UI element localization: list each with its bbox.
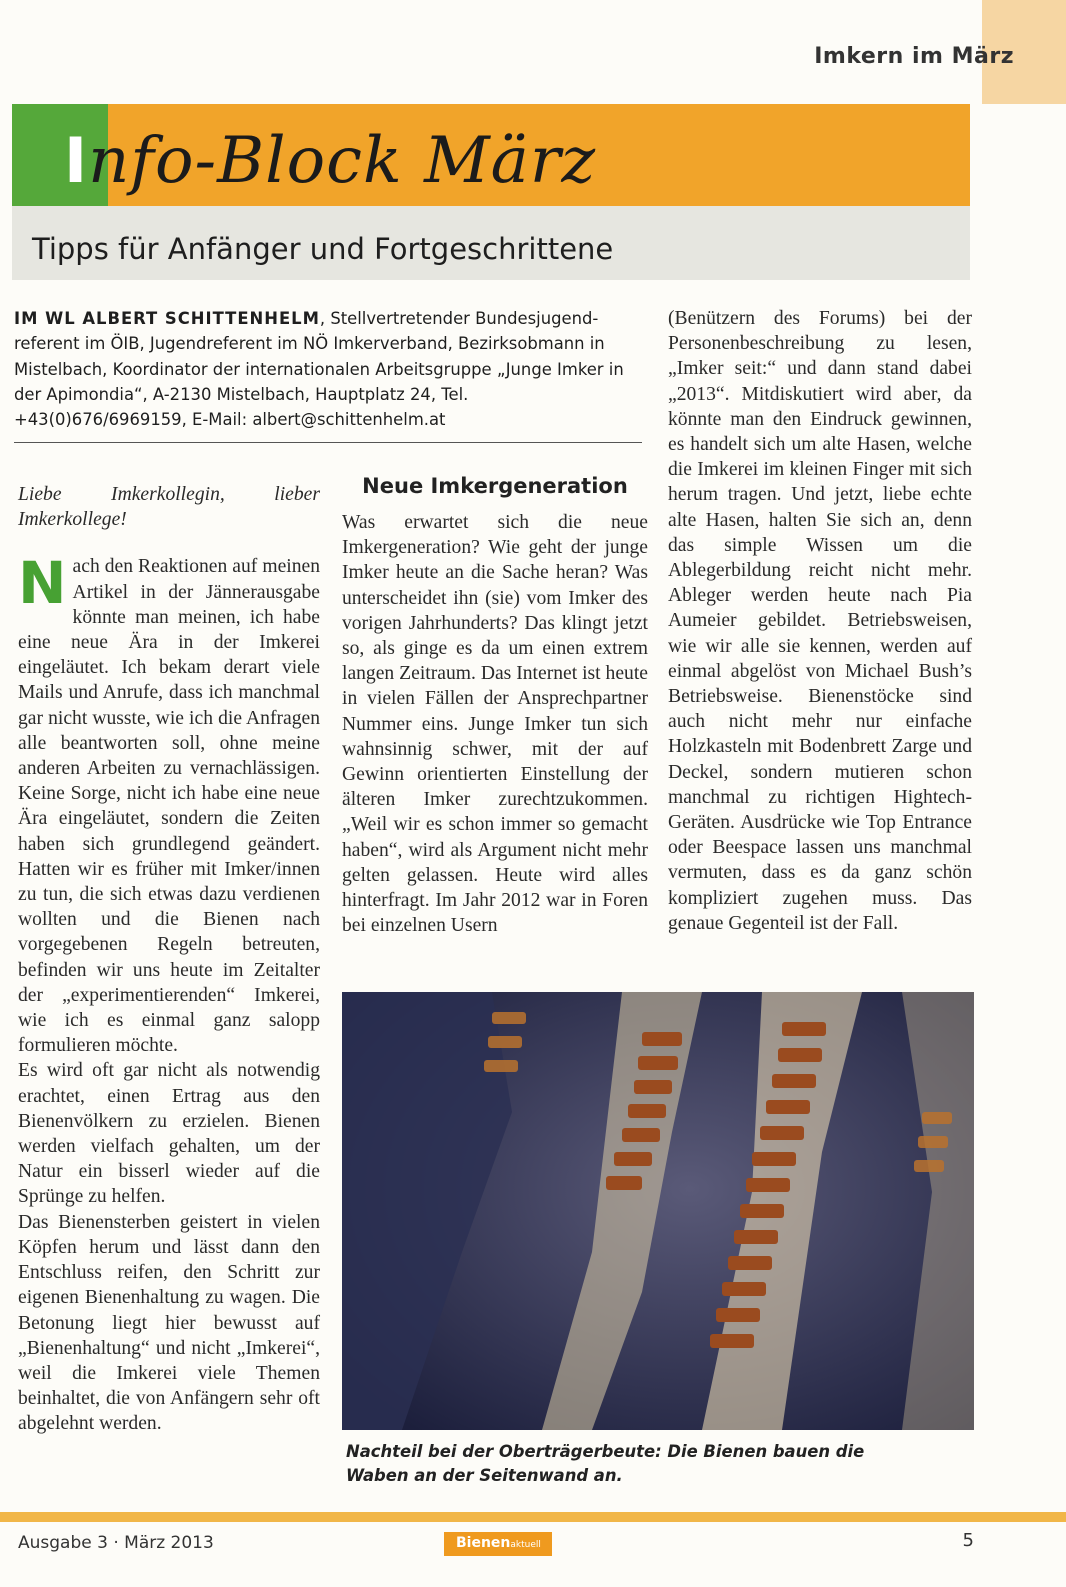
paragraph: Es wird oft gar nicht als notwendig erachtet, einen Ertrag aus den Bienenvölkern zu erzielen. Bienen werden vielfach gehalten, um der Natur ein bisserl wieder auf die Sprünge zu helfen. <box>18 1060 320 1208</box>
paragraph: Das Bienensterben geistert in vielen Köpfen herum und lässt dann den Entschluss reifen, den Schritt zur eigenen Bienenhaltung zu wagen. Die Betonung liegt hier bewusst auf „Bienenhaltung“ und nicht „Imkerei“, weil die Imkerei viele Themen beinhaltet, die von Anfängern sehr oft abgelehnt werden. <box>18 1211 320 1435</box>
divider <box>14 442 642 443</box>
column-2 <box>342 510 648 938</box>
honeycomb-illustration <box>342 992 974 1430</box>
section-header <box>0 0 1066 104</box>
banner-subtitle: Tipps für Anfänger und Fortgeschrittene <box>32 232 614 266</box>
paragraph: (Benützern des Forums) bei der Personenbeschreibung zu lesen, „Imker seit:“ und dann stand dabei „2013“. Mitdiskutiert wird aber, da könnte man den Eindruck gewinnen, es handelt sich um alte Hasen, welche die Imkerei im kleinen Finger mit sich herum tragen. Und jetzt, liebe echte alte Hasen, halten Sie sich an, denn das simple Wissen um die Ablegerbildung reicht nicht mehr. Ableger werden heute nach Pia Aumeier gebildet. Betriebsweisen, wie wir alle sie kennen, werden auf einmal abgelöst von Michael Bush’s Betriebsweise. Bienenstöcke sind auch nicht mehr nur einfache Holzkasteln mit Bodenbrett Zarge und Deckel, sondern mutieren schon manchmal zu richtigen Hightech-Geräten. Ausdrücke wie Top Entrance oder Beespace lassen uns manchmal vermuten, dass es da ganz schön kompliziert zugehen muss. Das genaue Gegenteil ist der Fall. <box>668 308 972 934</box>
banner-title-rest: nfo-Block März <box>88 124 597 198</box>
honeycomb-photo <box>342 992 974 1430</box>
paragraph <box>18 549 320 1058</box>
drop-cap: N <box>18 549 67 618</box>
issue-info: Ausgabe 3 · März 2013 <box>18 1533 214 1553</box>
section-label: Imkern im März <box>814 44 1014 69</box>
banner-title <box>64 124 596 198</box>
page-number: 5 <box>962 1530 974 1551</box>
author-name: IM WL ALBERT SCHITTENHELM <box>14 309 320 328</box>
logo-main: Bienen <box>456 1535 511 1551</box>
footer-bar <box>0 1512 1066 1522</box>
title-banner <box>12 104 970 206</box>
logo-small: aktuell <box>510 1540 541 1550</box>
photo-caption: Nachteil bei der Oberträgerbeute: Die Bienen bauen die Waben an der Seitenwand an. <box>346 1442 865 1485</box>
paragraph-text: ach den Reaktionen auf meinen Artikel in der Jännerausgabe könnte man meinen, ich habe eine neue Ära in der Imkerei eingeläutet. Ich bekam derart viele Mails und Anrufe, dass ich manchmal gar nicht wusste, wie ich die Anfragen alle beantworten soll, ohne meine anderen Arbeiten zu vernachlässigen. Keine Sorge, nicht ich habe eine neue Ära eingeläutet, sondern die Zeiten haben sich grundlegend geändert. Hatten wir es früher mit Imker/innen zu tun, die sich etwas dazu verdienen wollten und die Bienen nach vorgegebenen Regeln betreuten, befinden wir uns heute im Zeitalter der „experimentierenden“ Imkerei, wie ich es einmal ganz salopp formulieren möchte. <box>18 556 320 1057</box>
subtitle-bar <box>12 206 970 280</box>
banner-title-cap: I <box>64 124 89 197</box>
magazine-logo <box>444 1532 552 1556</box>
author-bio: , Stellvertretender Bundesjugendreferent im ÖIB, Jugendreferent im NÖ Imkerverband, Bezirksobmann in Mistelbach, Koordinator der internationalen Arbeitsgruppe „Junge Imker in der Apimondia“, A-2130 Mistelbach, Hauptplatz 24, Tel. +43(0)676/6969159, E-Mail: albert@schittenhelm.at <box>14 309 624 430</box>
author-info <box>14 306 640 432</box>
section-heading: Neue Imkergeneration <box>362 474 628 498</box>
paragraph: Was erwartet sich die neue Imkergeneration? Wie geht der junge Imker heute an die Sache heran? Was unterscheidet ihn (sie) vom Imker des vorigen Jahrhunderts? Das klingt jetzt so, als ginge es da um einen extrem langen Zeitraum. Das Internet ist heute in vielen Fällen der Ansprechpartner Nummer eins. Junge Imker tun sich wahnsinnig schwer, mit der auf Gewinn orientierten Einstellung der älteren Imker zurechtzukommen. „Weil wir es schon immer so gemacht haben“, wird als Argument nicht mehr gelten gelassen. Heute wird alles hinterfragt. Im Jahr 2012 war in Foren bei einzelnen Usern <box>342 512 648 937</box>
column-1 <box>18 482 320 1437</box>
column-3 <box>668 306 972 936</box>
greeting: Liebe Imkerkollegin, lieber Imkerkollege! <box>18 484 320 531</box>
